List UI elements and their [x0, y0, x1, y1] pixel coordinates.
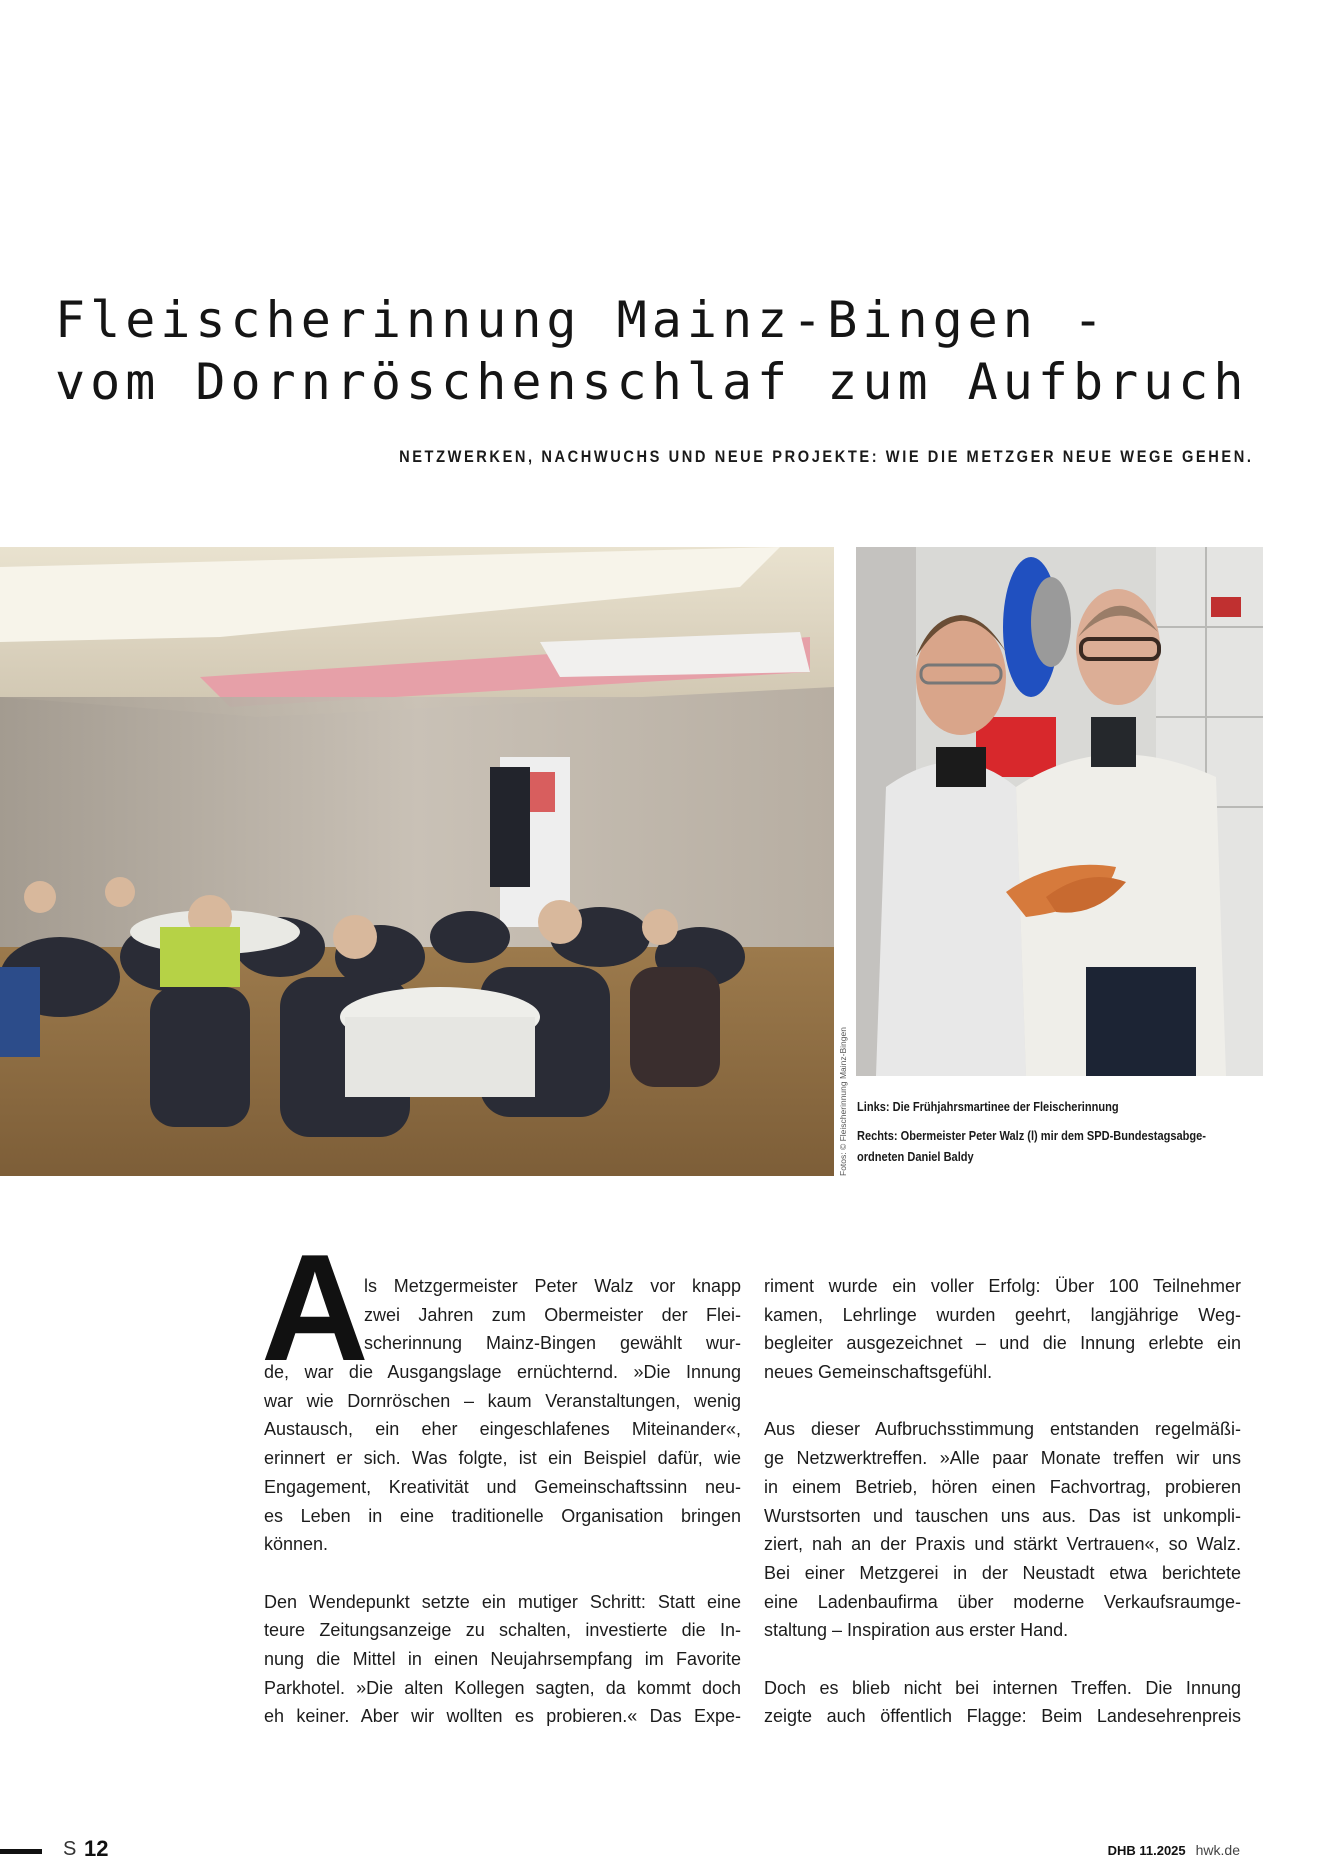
- footer-publication: [1108, 1842, 1240, 1858]
- banquet-hall-image: [0, 547, 834, 1176]
- body-line: de, war die Ausgangslage ernüchternd. »Die Innung: [264, 1362, 741, 1383]
- body-line: können.: [264, 1534, 329, 1555]
- site-label: hwk.de: [1195, 1842, 1240, 1858]
- body-line: Den Wendepunkt setzte ein mutiger Schritt: Statt eine: [264, 1591, 741, 1612]
- article-title-line-2: vom Dornröschenschlaf zum Aufbruch: [55, 353, 1249, 411]
- photo-banquet-hall: [0, 547, 834, 1176]
- caption-left-photo: Links: Die Frühjahrsmartinee der Fleischerinnung: [857, 1099, 1119, 1114]
- drop-cap: A: [261, 1223, 369, 1393]
- article-title-line-1: Fleischerinnung Mainz-Bingen -: [55, 291, 1109, 349]
- article-subtitle: NETZWERKEN, NACHWUCHS UND NEUE PROJEKTE: WIE DIE METZGER NEUE WEGE GEHEN.: [398, 447, 1253, 466]
- page-prefix: S: [63, 1838, 77, 1860]
- body-line: es Leben in eine traditionelle Organisation bringen: [264, 1505, 741, 1526]
- body-line: Parkhotel. »Die alten Kollegen sagten, da kommt doch: [264, 1677, 741, 1698]
- body-line: teure Zeitungsanzeige zu schalten, investierte die In-: [264, 1620, 741, 1641]
- body-line: Aus dieser Aufbruchsstimmung entstanden regelmäßi-: [764, 1419, 1241, 1440]
- body-line: riment wurde ein voller Erfolg: Über 100 Teilnehmer: [764, 1276, 1241, 1296]
- body-line: neues Gemeinschaftsgefühl.: [764, 1362, 993, 1383]
- page-number: 12: [84, 1836, 109, 1861]
- body-line: eine Ladenbaufirma über moderne Verkaufsraumge-: [764, 1591, 1241, 1612]
- body-line: in einem Betrieb, hören einen Fachvortrag, probieren: [764, 1476, 1241, 1497]
- body-line: zeigte auch öffentlich Flagge: Beim Landesehrenpreis: [764, 1706, 1241, 1727]
- body-line: kamen, Lehrlinge wurden geehrt, langjährige Weg-: [764, 1304, 1241, 1325]
- body-line: begleiter ausgezeichnet – und die Innung erlebte ein: [764, 1333, 1241, 1354]
- body-line: eh keiner. Aber wir wollten es probieren.« Das Expe-: [264, 1706, 741, 1727]
- body-line: ge Netzwerktreffen. »Alle paar Monate treffen wir uns: [764, 1448, 1241, 1469]
- body-line: Doch es blieb nicht bei internen Treffen. Die Innung: [764, 1677, 1241, 1698]
- body-line: Wurstsorten und tauschen uns aus. Das ist unkompli-: [764, 1505, 1241, 1526]
- body-column-2: [764, 1272, 1241, 1731]
- body-line: zwei Jahren zum Obermeister der Flei-: [364, 1304, 741, 1325]
- photo-credit: Fotos: © Fleischerinnung Mainz-Bingen: [838, 1027, 848, 1176]
- body-line: scherinnung Mainz-Bingen gewählt wur-: [364, 1333, 741, 1354]
- footer-bar: [0, 1849, 42, 1854]
- body-line: nung die Mittel in einen Neujahrsempfang im Favorite: [264, 1648, 741, 1669]
- two-men-image: [856, 547, 1263, 1076]
- body-line: staltung – Inspiration aus erster Hand.: [764, 1620, 1069, 1641]
- body-line: erinnert er sich. Was folgte, ist ein Beispiel dafür, wie: [264, 1448, 741, 1469]
- photo-obermeister-and-mp: [856, 547, 1263, 1076]
- body-line: Austausch, ein eher eingeschlafenes Miteinander«,: [264, 1419, 741, 1440]
- body-column-1: [264, 1272, 741, 1731]
- body-line: ls Metzgermeister Peter Walz vor knapp: [364, 1276, 741, 1296]
- caption-right-photo-line-2: ordneten Daniel Baldy: [857, 1149, 974, 1164]
- body-line: ziert, nah an der Praxis und stärkt Vertrauen«, so Walz.: [764, 1534, 1241, 1555]
- body-line: Bei einer Metzgerei in der Neustadt etwa berichtete: [764, 1562, 1241, 1583]
- body-line: war wie Dornröschen – kaum Veranstaltungen, wenig: [264, 1390, 741, 1411]
- caption-right-photo-line-1: Rechts: Obermeister Peter Walz (l) mir dem SPD-Bundestagsabge-: [857, 1128, 1206, 1143]
- issue-label: DHB 11.2025: [1107, 1843, 1186, 1858]
- body-line: Engagement, Kreativität und Gemeinschaftssinn neu-: [264, 1476, 741, 1497]
